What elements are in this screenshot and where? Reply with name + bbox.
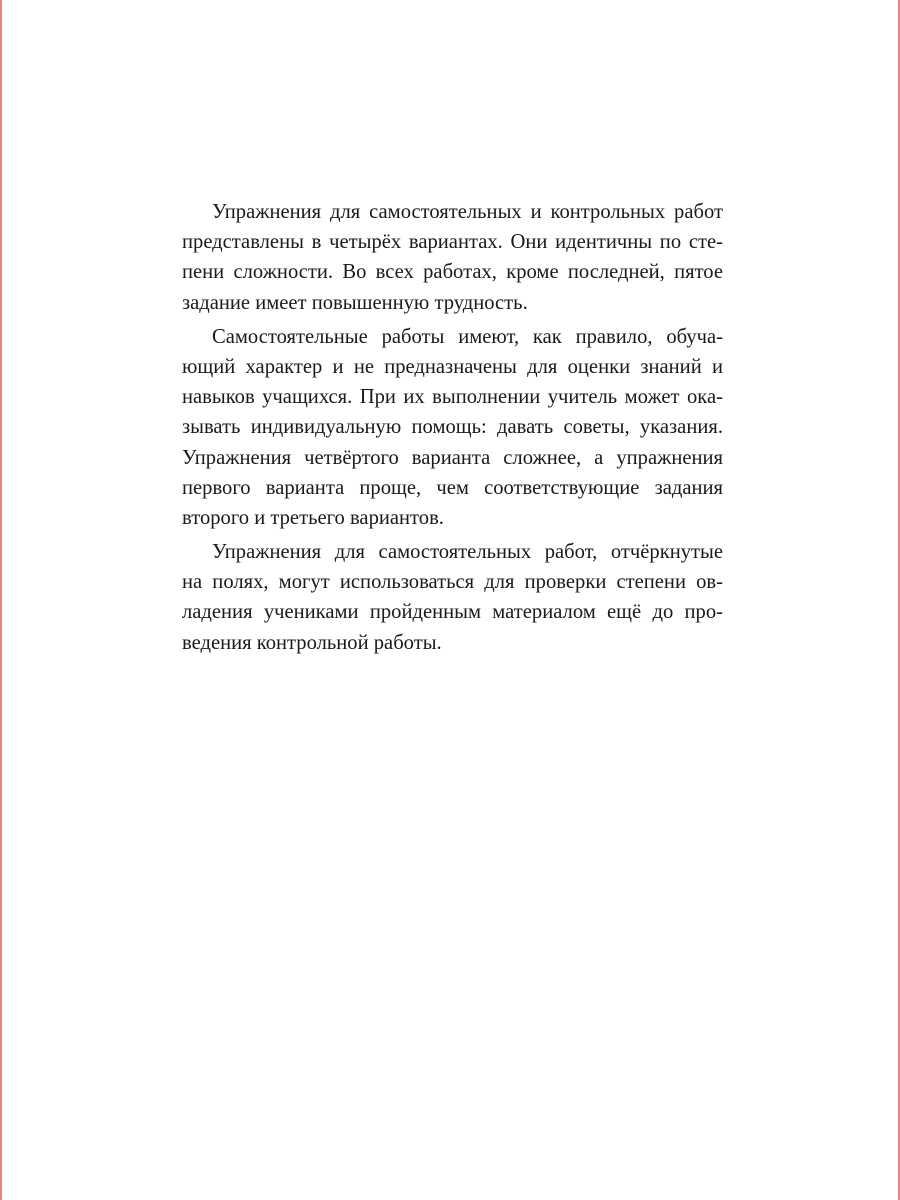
text-line: навыков учащихся. При их выполнении учитель может ока- bbox=[182, 386, 723, 409]
text-line: первого варианта проще, чем соответствующие задания bbox=[182, 476, 723, 499]
text-line: Упражнения четвёртого варианта сложнее, а упражнения bbox=[182, 446, 723, 469]
text-line: задание имеет повышенную трудность. bbox=[182, 291, 528, 314]
paragraph-3 bbox=[182, 537, 723, 658]
text-line: представлены в четырёх вариантах. Они идентичны по сте- bbox=[182, 231, 723, 254]
text-line: ведения контрольной работы. bbox=[182, 631, 442, 654]
text-line: Упражнения для самостоятельных работ, отчёркнутые bbox=[212, 541, 723, 564]
text-line: ющий характер и не предназначены для оценки знаний и bbox=[182, 355, 723, 378]
text-line: второго и третьего вариантов. bbox=[182, 506, 444, 529]
text-line: ладения учениками пройденным материалом ещё до про- bbox=[182, 601, 723, 624]
text-line: Упражнения для самостоятельных и контрольных работ bbox=[212, 201, 723, 223]
text-line: зывать индивидуальную помощь: давать советы, указания. bbox=[182, 416, 723, 439]
text-line: пени сложности. Во всех работах, кроме последней, пятое bbox=[182, 261, 723, 284]
text-line: на полях, могут использоваться для проверки степени ов- bbox=[182, 571, 723, 594]
paragraph-1 bbox=[182, 197, 723, 318]
body-text bbox=[182, 197, 723, 658]
paragraph-2 bbox=[182, 322, 723, 533]
text-line: Самостоятельные работы имеют, как правило, обуча- bbox=[212, 325, 723, 348]
